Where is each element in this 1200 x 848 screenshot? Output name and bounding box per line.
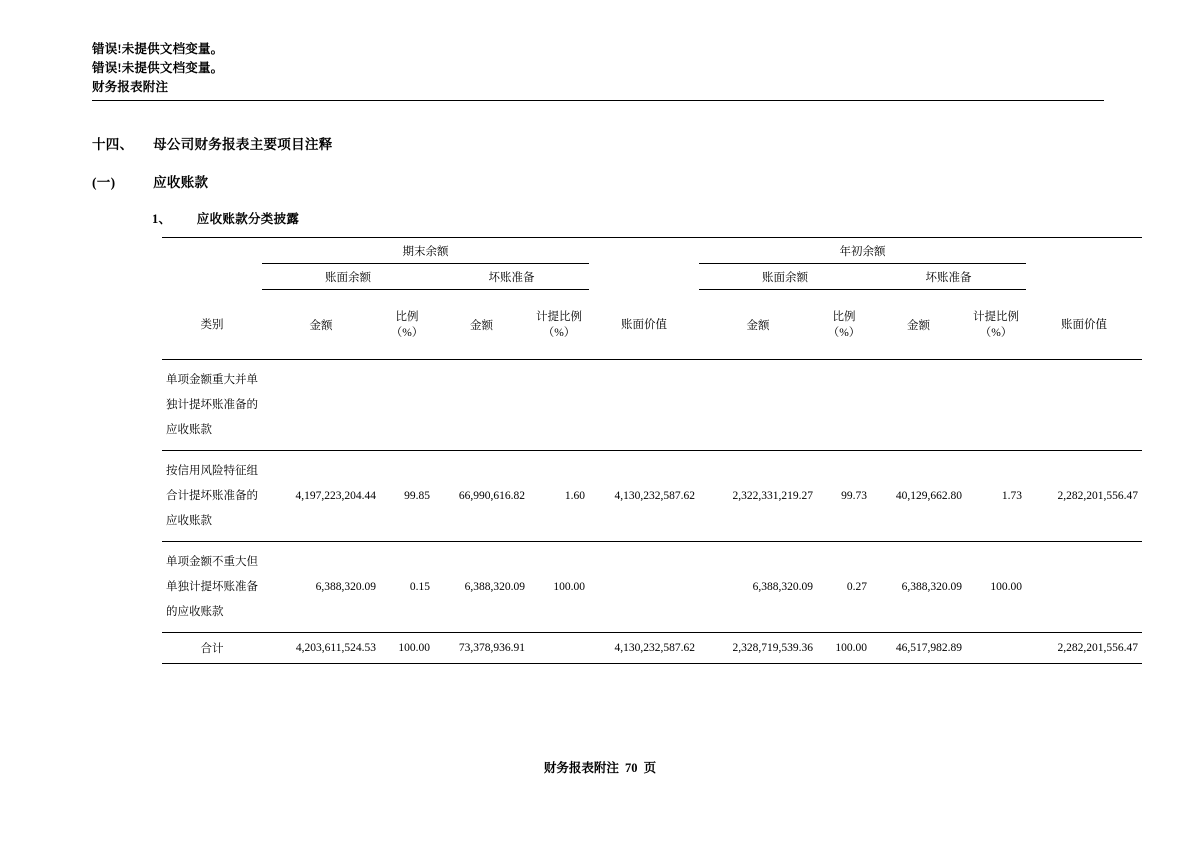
page-header [92,40,1104,97]
sub-header-begin-bad-debt: 坏账准备 [871,264,1026,290]
row-category: 单项金额重大并单独计提坏账准备的应收账款 [162,360,262,451]
table-column-header-row [162,290,1142,360]
col-header-begin-prov-amount: 金额 [871,290,966,360]
table-row [162,542,1142,633]
footer-page-number: 70 [625,761,638,775]
table-row [162,451,1142,542]
row-end-ratio: 0.15 [380,542,434,633]
col-header-begin-prov-ratio-unit: （%） [979,326,1013,339]
row-category: 按信用风险特征组合计提坏账准备的应收账款 [162,451,262,542]
total-begin-book-value: 2,282,201,556.47 [1026,633,1142,664]
spacer-begin-book-value-2 [1026,264,1142,290]
header-line-1: 错误!未提供文档变量。 [92,42,224,56]
col-header-end-prov-ratio [529,290,589,360]
col-header-end-amount: 金额 [262,290,380,360]
col-header-begin-prov-ratio [966,290,1026,360]
row-begin-amount: 2,322,331,219.27 [699,451,817,542]
receivables-classification-table [162,237,1142,664]
total-begin-ratio: 100.00 [817,633,871,664]
col-header-begin-ratio-label: 比例 [832,310,856,323]
row-begin-amount: 6,388,320.09 [699,542,817,633]
row-begin-prov-ratio: 100.00 [966,542,1026,633]
table-group-header-row [162,238,1142,264]
col-header-begin-ratio [817,290,871,360]
col-header-category: 类别 [162,290,262,360]
row-end-book-value: 4,130,232,587.62 [589,451,699,542]
section-label: 母公司财务报表主要项目注释 [153,137,333,152]
footer-page-unit: 页 [643,761,657,775]
row-end-amount: 4,197,223,204.44 [262,451,380,542]
total-end-amount: 4,203,611,524.53 [262,633,380,664]
total-end-ratio: 100.00 [380,633,434,664]
row-end-ratio: 99.85 [380,451,434,542]
row-begin-prov-amount [871,360,966,451]
row-end-ratio [380,360,434,451]
row-begin-ratio: 0.27 [817,542,871,633]
col-header-begin-ratio-unit: （%） [827,326,861,339]
page-footer [0,758,1200,776]
total-end-prov-amount: 73,378,936.91 [434,633,529,664]
total-begin-amount: 2,328,719,539.36 [699,633,817,664]
col-header-begin-book-value: 账面价值 [1026,290,1142,360]
row-end-amount [262,360,380,451]
subsection-heading [92,171,1104,191]
row-begin-ratio: 99.73 [817,451,871,542]
col-header-end-prov-ratio-label: 计提比例 [536,310,582,323]
section-number: 十四、 [92,137,134,152]
row-end-book-value [589,360,699,451]
group-header-end-balance: 期末余额 [262,238,589,264]
header-divider [92,100,1104,101]
row-begin-book-value [1026,360,1142,451]
row-begin-amount [699,360,817,451]
subsection-label: 应收账款 [153,175,209,190]
header-line-2: 错误!未提供文档变量。 [92,61,224,75]
empty-corner-2 [162,264,262,290]
table-total-row [162,633,1142,664]
total-begin-prov-ratio [966,633,1026,664]
subsection-number: (一) [92,175,116,190]
col-header-begin-prov-ratio-label: 计提比例 [973,310,1019,323]
table-row [162,360,1142,451]
sub-header-begin-book-balance: 账面余额 [699,264,871,290]
row-end-book-value [589,542,699,633]
spacer-begin-book-value [1026,238,1142,264]
row-begin-book-value: 2,282,201,556.47 [1026,451,1142,542]
spacer-end-book-value [589,238,699,264]
row-end-prov-amount: 6,388,320.09 [434,542,529,633]
col-header-end-prov-amount: 金额 [434,290,529,360]
row-begin-book-value [1026,542,1142,633]
row-begin-prov-amount: 6,388,320.09 [871,542,966,633]
row-begin-prov-ratio: 1.73 [966,451,1026,542]
total-label: 合计 [162,633,262,664]
sub-header-end-bad-debt: 坏账准备 [434,264,589,290]
col-header-begin-amount: 金额 [699,290,817,360]
footer-label: 财务报表附注 [543,761,619,775]
row-end-prov-ratio: 1.60 [529,451,589,542]
row-end-prov-amount [434,360,529,451]
page-sheet [92,40,1138,664]
col-header-end-ratio-label: 比例 [395,310,419,323]
col-header-end-book-value: 账面价值 [589,290,699,360]
row-end-amount: 6,388,320.09 [262,542,380,633]
spacer-end-book-value-2 [589,264,699,290]
col-header-end-prov-ratio-unit: （%） [542,326,576,339]
row-begin-prov-ratio [966,360,1026,451]
row-category: 单项金额不重大但单独计提坏账准备的应收账款 [162,542,262,633]
row-end-prov-ratio [529,360,589,451]
total-end-prov-ratio [529,633,589,664]
col-header-end-ratio-unit: （%） [390,326,424,339]
item-number: 1、 [152,212,172,226]
total-begin-prov-amount: 46,517,982.89 [871,633,966,664]
section-heading [92,133,1104,153]
group-header-begin-balance: 年初余额 [699,238,1026,264]
item-heading [152,209,1104,227]
empty-corner [162,238,262,264]
total-end-book-value: 4,130,232,587.62 [589,633,699,664]
table-sub-header-row [162,264,1142,290]
row-begin-ratio [817,360,871,451]
sub-header-end-book-balance: 账面余额 [262,264,434,290]
item-label: 应收账款分类披露 [196,212,300,226]
header-line-3: 财务报表附注 [92,80,169,94]
col-header-end-ratio [380,290,434,360]
row-end-prov-ratio: 100.00 [529,542,589,633]
row-end-prov-amount: 66,990,616.82 [434,451,529,542]
row-begin-prov-amount: 40,129,662.80 [871,451,966,542]
